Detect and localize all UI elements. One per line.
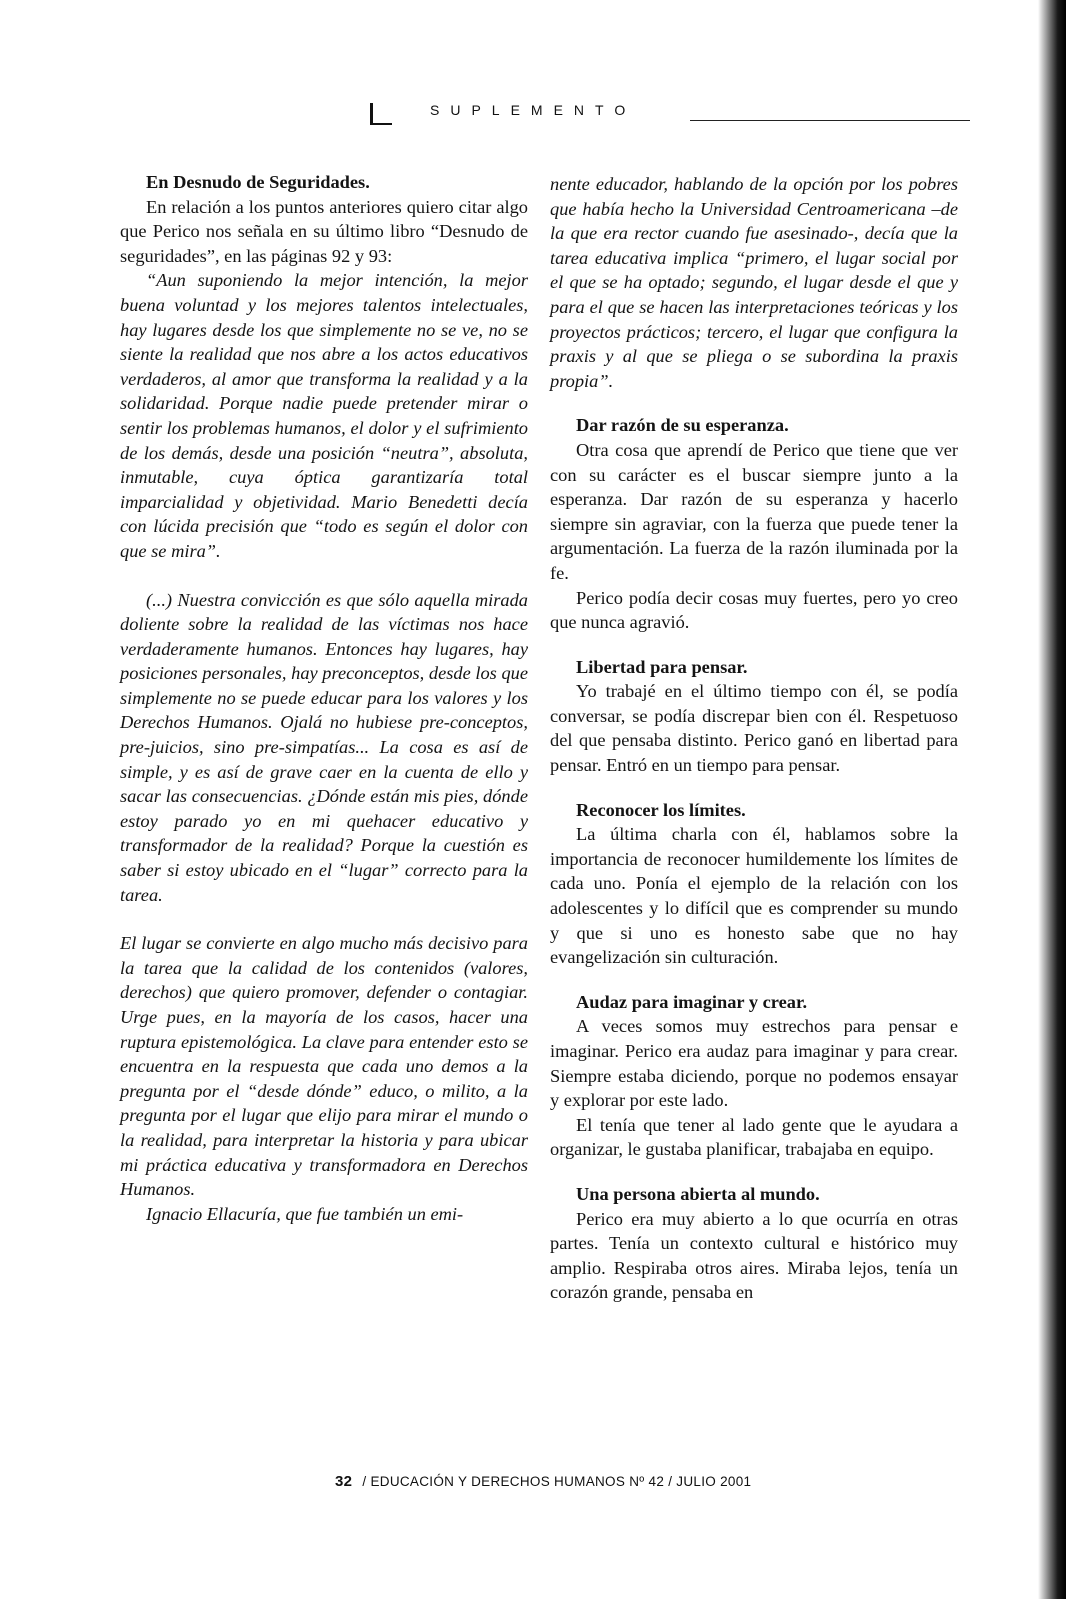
- quote-paragraph-2: (...) Nuestra convicción es que sólo aquella mirada doliente sobre la realidad de las víctimas nos hace verdaderamente humanos. Entonces hay lugares, hay posiciones personales, hay preconceptos, desde los que simplemente no se puede educar para los valores y los Derechos Humanos. Ojalá no hubiese pre-conceptos, pre-juicios, sino pre-simpatías... La cosa es así de simple, y es así de grave caer en la cuenta de ello y sacar las consecuencias. ¿Dónde están mis pies, dónde estoy parado yo en mi quehacer educativo y transformador de la realidad? Porque la cuestión es saber si estoy ubicado en el “lugar” correcto para la tarea.: [120, 589, 528, 905]
- quote-paragraph-1: “Aun suponiendo la mejor intención, la mejor buena voluntad y los mejores talentos intelectuales, hay lugares desde los que simplemente no se ve, no se siente la realidad que nos abre a los actos educativos verdaderos, al amor que transforma la realidad y a la solidaridad. Porque nadie puede pretender mirar o sentir los problemas humanos, el dolor y el sufrimiento de los demás, desde una posición “neutra”, absoluta, inmutable, cuya óptica garantizaría total imparcialidad y objetividad. Mario Benedetti decía con lúcida precisión que “todo es según el dolor con que se mira”.: [120, 270, 528, 561]
- paragraph-abierta: Perico era muy abierto a lo que ocurría en otras partes. Tenía un contexto cultural e histórico muy amplio. Respiraba otros aires. Miraba lejos, tenía un corazón grande, pensaba en: [550, 1208, 958, 1303]
- paragraph-esperanza-2: Perico podía decir cosas muy fuertes, pero yo creo que nunca agravió.: [550, 587, 958, 633]
- right-column: [550, 172, 958, 1305]
- header-bracket-foot: [370, 123, 392, 125]
- heading-libertad: Libertad para pensar.: [576, 656, 748, 677]
- heading-desnudo: En Desnudo de Seguridades.: [146, 172, 370, 192]
- publication-line: / EDUCACIÓN Y DERECHOS HUMANOS Nº 42 / JULIO 2001: [362, 1474, 752, 1489]
- paragraph-audaz-2: El tenía que tener al lado gente que le ayudara a organizar, le gustaba planificar, trabajaba en equipo.: [550, 1114, 958, 1160]
- heading-abierta: Una persona abierta al mundo.: [576, 1183, 820, 1204]
- section-title: SUPLEMENTO: [430, 102, 637, 118]
- paragraph-libertad: Yo trabajé en el último tiempo con él, se podía conversar, se podía discrepar bien con él. Respetuoso del que pensaba distinto. Perico ganó en libertad para pensar. Entró en un tiempo para pensar.: [550, 681, 958, 776]
- book-spine-shadow: [1038, 0, 1066, 1599]
- intro-paragraph: En relación a los puntos anteriores quiero citar algo que Perico nos señala en su último libro “Desnudo de seguridades”, en las páginas 92 y 93:: [120, 196, 528, 266]
- section-header: [370, 103, 970, 129]
- header-rule: [690, 120, 970, 121]
- paragraph-esperanza-1: Otra cosa que aprendí de Perico que tiene que ver con su carácter es el buscar siempre junto a la esperanza. Dar razón de su esperanza y hacerlo siempre sin agraviar, con la fuerza que puede tener la argumentación. La fuerza de la razón iluminada por la fe.: [550, 439, 958, 583]
- page-number: 32: [335, 1473, 353, 1490]
- quote-paragraph-3: El lugar se convierte en algo mucho más decisivo para la tarea que la calidad de los contenidos (valores, derechos) que quiero promover, defender o contagiar. Urge pues, en la mayoría de los casos, hacer una ruptura epistemológica. La clave para entender esto se encuentra en la respuesta que cada uno demos a la pregunta por el “desde dónde” educo, o milito, a la pregunta por el lugar que elijo para mirar el mundo o la realidad, para interpretar la historia y para ubicar mi práctica educativa y transformadora en Derechos Humanos.: [120, 933, 528, 1200]
- left-column: [120, 170, 528, 1226]
- page-footer: [335, 1473, 751, 1490]
- quote-paragraph-4: Ignacio Ellacuría, que fue también un emi-: [146, 1203, 464, 1224]
- paragraph-audaz-1: A veces somos muy estrechos para pensar e imaginar. Perico era audaz para imaginar y para crear. Siempre estaba diciendo, porque no podemos ensayar y explorar por este lado.: [550, 1016, 958, 1111]
- paragraph-limites: La última charla con él, hablamos sobre la importancia de reconocer humildemente los límites de cada uno. Ponía el ejemplo de la relación con los adolescentes y lo difícil que es comprender su mundo y que si uno es honesto sabe que no hay evangelización sin culturación.: [550, 824, 958, 968]
- heading-audaz: Audaz para imaginar y crear.: [576, 991, 808, 1012]
- heading-limites: Reconocer los límites.: [576, 799, 746, 820]
- heading-esperanza: Dar razón de su esperanza.: [576, 415, 789, 436]
- header-bracket: [370, 103, 373, 125]
- quote-continuation: nente educador, hablando de la opción por los pobres que había hecho la Universidad Centroamericana –de la que era rector cuando fue asesinado-, decía que la tarea educativa implica “primero, el lugar social por el que se ha optado; segundo, el lugar desde el que y para el que se hacen las interpretaciones teóricas y los proyectos prácticos; tercero, el lugar que configura la praxis y al que se pliega o se subordina la praxis propia”.: [550, 174, 958, 391]
